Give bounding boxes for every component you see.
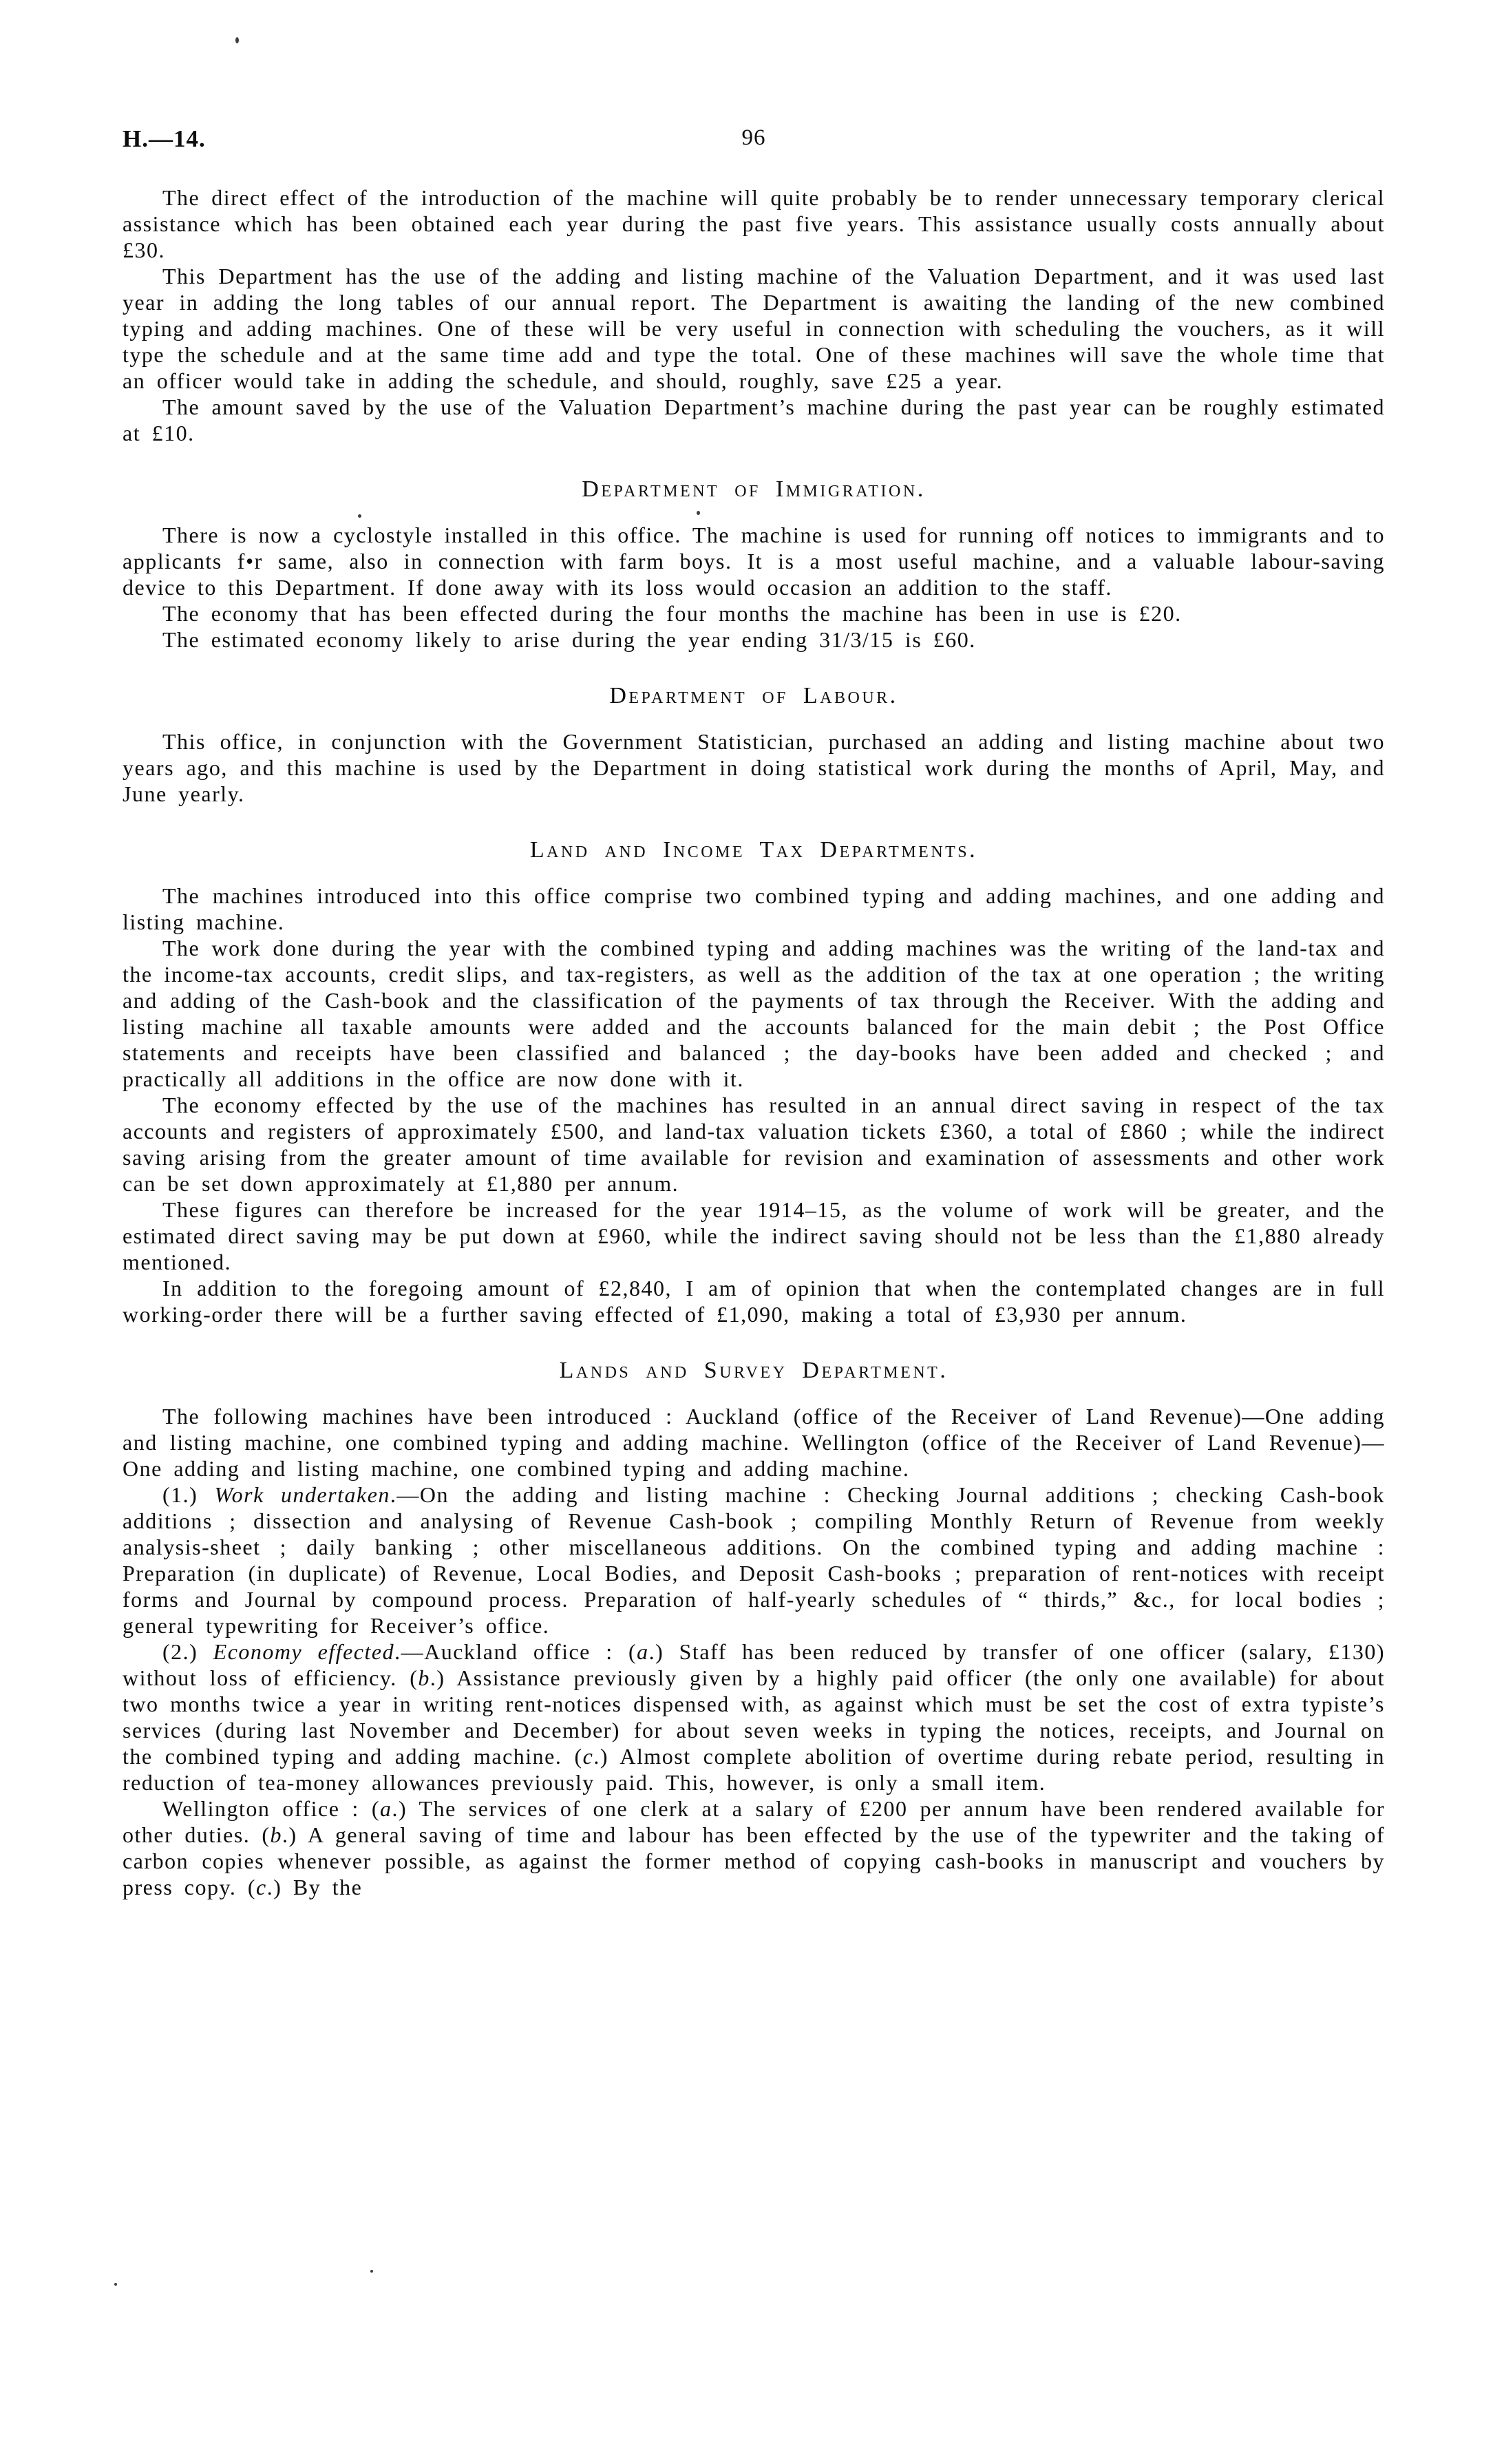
heading-department-of-labour: Department of Labour. bbox=[609, 683, 898, 708]
page-number: 96 bbox=[741, 125, 766, 150]
paragraph-land-income-tax-2: The work done during the year with the combined typing and adding machines was the writing of the land-tax and the income-tax accounts, credit slips, and tax-registers, as well as the addition of the tax at one operation ; the writing and adding of the Cash-book and the classification of the payments of tax through the Receiver. With the adding and listing machine all taxable amounts were added and the accounts balanced for the main debit ; the Post Office statements and receipts have been classified and balanced ; the day-books have been added and checked ; and practically all additions in the office are now done with it. bbox=[123, 936, 1385, 1091]
economy-effected-text-4: .) Almost complete abolition of overtime during rebate period, resulting in reduction of tea-money allowances previously paid. This, however, is only a small item. bbox=[123, 1744, 1385, 1795]
scan-speck bbox=[114, 2283, 117, 2286]
paragraph-immigration-3: The estimated economy likely to arise during the year ending 31/3/15 is £60. bbox=[162, 627, 976, 652]
item-letter-c: c bbox=[256, 1875, 267, 1899]
wellington-text-2: .) The services of one clerk at a salary of £200 per annum have been rendered available for other duties. ( bbox=[123, 1796, 1386, 1847]
scan-speck bbox=[697, 511, 700, 515]
heading-land-and-income-tax: Land and Income Tax Departments. bbox=[529, 837, 978, 863]
heading-lands-and-survey: Lands and Survey Department. bbox=[559, 1358, 949, 1383]
work-undertaken-text: .—On the adding and listing machine : Checking Journal additions ; checking Cash-book additions ; dissection and analysing of Revenue Cash-book ; compiling Monthly Return of Revenue from weekly analysis-sheet ; daily banking ; other miscellaneous additions. On the combined typing and adding machine : Preparation (in duplicate) of Revenue, Local Bodies, and Deposit Cash-books ; preparation of rent-notices with receipt forms and Journal by compound process. Preparation of half-yearly schedules of “ thirds,” &c., for local bodies ; general typewriting for Receiver’s office. bbox=[123, 1482, 1386, 1638]
wellington-text-1: Wellington office : ( bbox=[162, 1796, 380, 1821]
paragraph-intro-2: This Department has the use of the adding and listing machine of the Valuation Department, and it was used last year in adding the long tables of our annual report. The Department is awaiting the landing of the new combined typing and adding machines. One of these will be very useful in connection with scheduling the vouchers, as it will type the schedule and at the same time add and type the total. One of these machines will save the whole time that an officer would take in adding the schedule, and should, roughly, save £25 a year. bbox=[123, 264, 1385, 393]
scan-speck bbox=[358, 514, 361, 518]
page-header bbox=[123, 0, 1385, 156]
paragraph-economy-effected bbox=[123, 1639, 1385, 1796]
economy-effected-text-1: .—Auckland office : ( bbox=[394, 1639, 637, 1664]
page-text bbox=[123, 185, 1385, 1900]
item-letter-a: a bbox=[637, 1639, 649, 1664]
item-letter-c: c bbox=[582, 1744, 594, 1769]
heading-department-of-immigration: Department of Immigration. bbox=[582, 476, 926, 502]
paragraph-immigration-2: The economy that has been effected during the four months the machine has been in use is £20. bbox=[162, 601, 1182, 626]
list-item-number: (1.) bbox=[162, 1482, 215, 1507]
paragraph-intro-1: The direct effect of the introduction of the machine will quite probably be to render unnecessary temporary clerical assistance which has been obtained each year during the past five years. This assistance usually costs annually about £30. bbox=[123, 185, 1385, 262]
paragraph-work-undertaken bbox=[123, 1482, 1385, 1639]
item-letter-a: a bbox=[379, 1796, 392, 1821]
paragraph-immigration-1: There is now a cyclostyle installed in this office. The machine is used for running off notices to immigrants and to applicants f•r same, also in connection with farm boys. It is a most useful machine, and a valuable labour-saving device to this Department. If done away with its loss would occasion an addition to the staff. bbox=[123, 523, 1385, 600]
paragraph-land-income-tax-5: In addition to the foregoing amount of £2,840, I am of opinion that when the contemplated changes are in full working-order there will be a further saving effected of £1,090, making a total of £3,930 per annum. bbox=[123, 1276, 1385, 1327]
scan-speck bbox=[370, 2270, 373, 2273]
paragraph-land-income-tax-4: These figures can therefore be increased for the year 1914–15, as the volume of work will be greater, and the estimated direct saving may be put down at £960, while the indirect saving should not be less than the £1,880 already mentioned. bbox=[123, 1197, 1385, 1274]
doc-reference: H.—14. bbox=[123, 125, 206, 152]
economy-effected-text-2: .) Staff has been reduced by transfer of one officer (salary, £130) without loss of efficiency. ( bbox=[123, 1639, 1386, 1690]
paragraph-wellington-office bbox=[123, 1796, 1385, 1900]
paragraph-land-income-tax-3: The economy effected by the use of the machines has resulted in an annual direct saving in respect of the tax accounts and registers of approximately £500, and land-tax valuation tickets £360, a total of £860 ; while the indirect saving arising from the greater amount of time available for revision and examination of assessments and other work can be set down approximately at £1,880 per annum. bbox=[123, 1093, 1385, 1196]
economy-effected-italic-lead: Economy effected bbox=[213, 1639, 395, 1664]
economy-effected-text-3: .) Assistance previously given by a highly paid officer (the only one available) for about two months twice a year in writing rent-notices dispensed with, as against which must be set the cost of extra typiste’s services (during last November and December) for about seven weeks in typing the notices, receipts, and Journal on the combined typing and adding machine. ( bbox=[123, 1665, 1386, 1769]
list-item-number: (2.) bbox=[162, 1639, 213, 1664]
wellington-text-4: .) By the bbox=[266, 1875, 363, 1899]
work-undertaken-italic-lead: Work undertaken bbox=[214, 1482, 390, 1507]
wellington-text-3: .) A general saving of time and labour has been effected by the use of the typewriter and the taking of carbon copies whenever possible, as against the former method of copying cash-books in manuscript and vouchers by press copy. ( bbox=[123, 1822, 1386, 1899]
item-letter-b: b bbox=[270, 1822, 283, 1847]
paragraph-labour-1: This office, in conjunction with the Government Statistician, purchased an adding and listing machine about two years ago, and this machine is used by the Department in doing statistical work during the months of April, May, and June yearly. bbox=[123, 729, 1385, 806]
item-letter-b: b bbox=[418, 1665, 430, 1690]
paragraph-lands-survey-machines: The following machines have been introduced : Auckland (office of the Receiver of Land Revenue)—One adding and listing machine, one combined typing and adding machine. Wellington (office of the Receiver of Land Revenue)—One adding and listing machine, one combined typing and adding machine. bbox=[123, 1404, 1385, 1481]
paragraph-land-income-tax-1: The machines introduced into this office comprise two combined typing and adding machines, and one adding and listing machine. bbox=[123, 883, 1385, 934]
paragraph-intro-3: The amount saved by the use of the Valuation Department’s machine during the past year can be roughly estimated at £10. bbox=[123, 394, 1385, 445]
